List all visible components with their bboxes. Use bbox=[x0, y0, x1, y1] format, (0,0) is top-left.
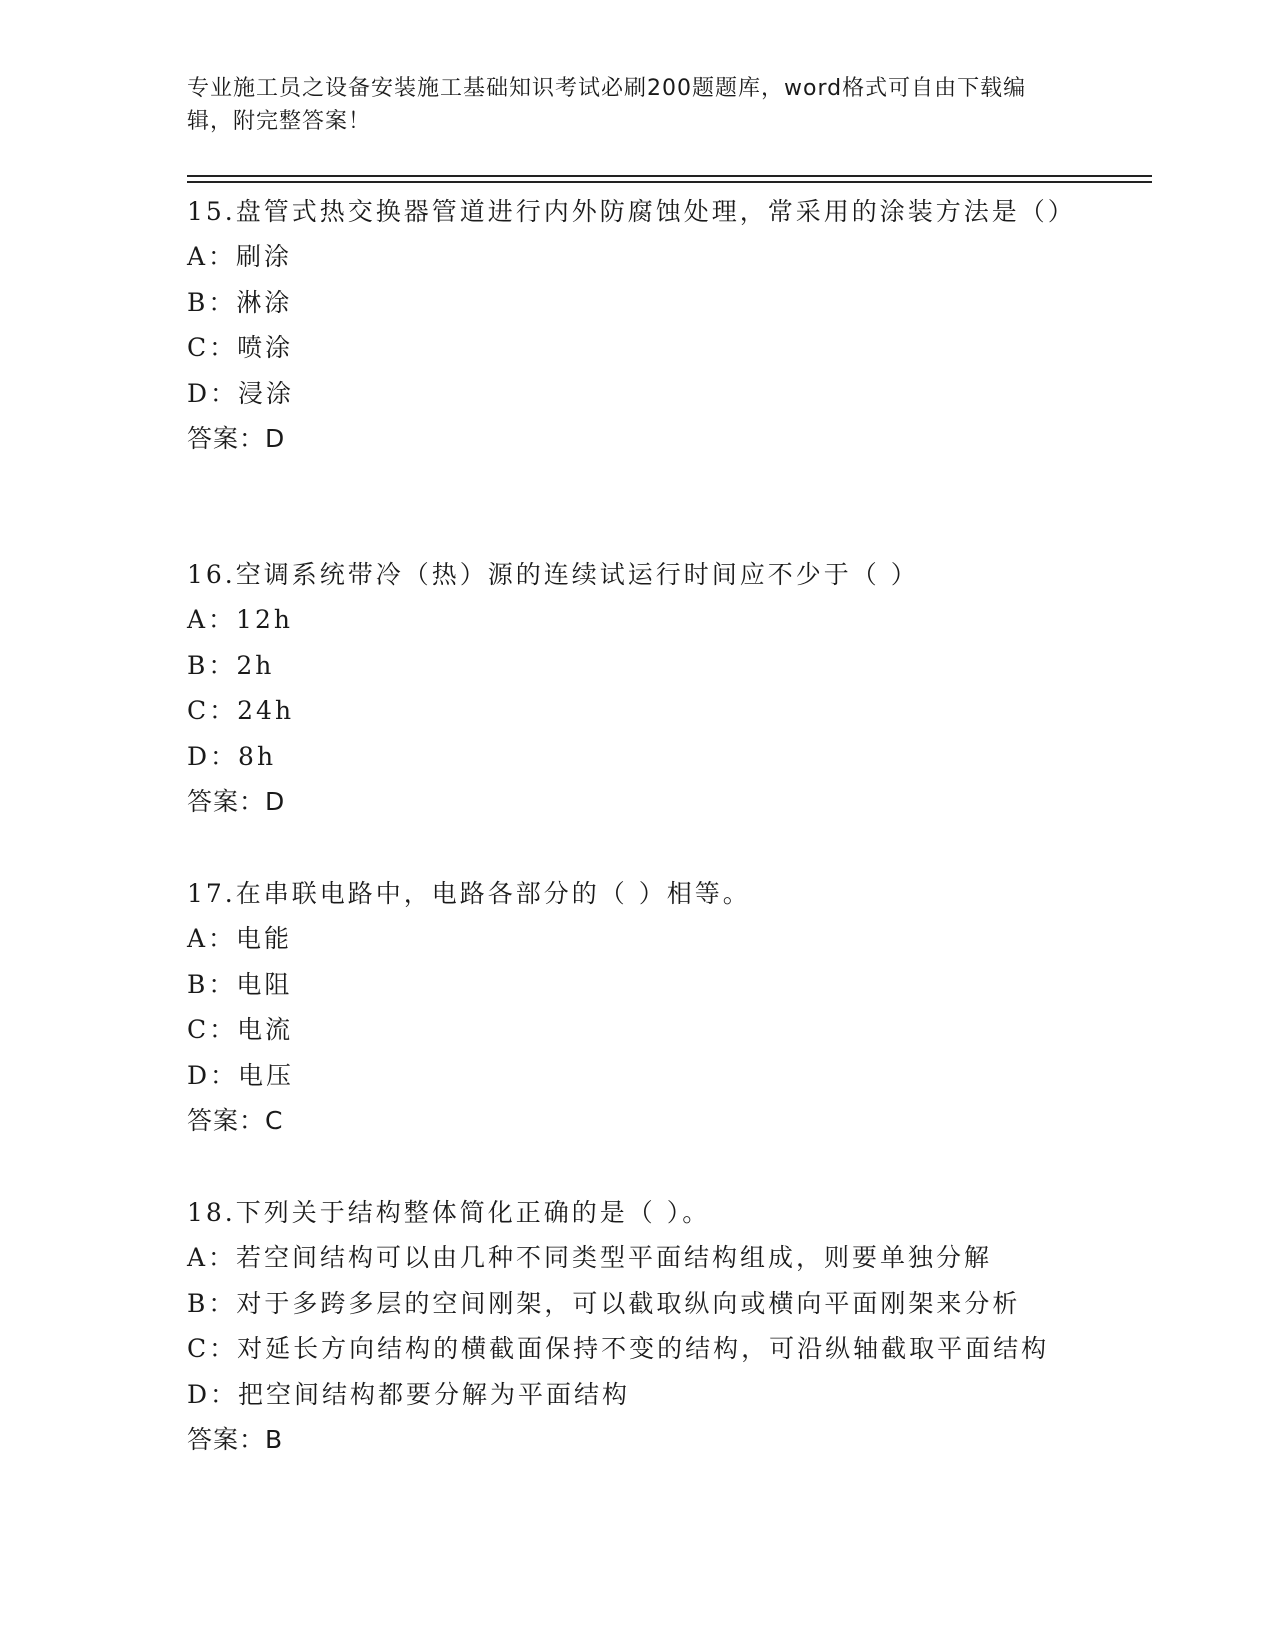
option-a: A：12h bbox=[187, 605, 293, 634]
option-a: A：刷涂 bbox=[187, 242, 293, 271]
option-d: D：电压 bbox=[187, 1060, 295, 1090]
option-d: D：浸涂 bbox=[187, 378, 295, 408]
answer-label: 答案：D bbox=[187, 787, 286, 816]
question-stem: 16.空调系统带冷（热）源的连续试运行时间应不少于（ ） bbox=[187, 560, 919, 589]
header-divider-bottom bbox=[187, 181, 1152, 183]
question-stem: 17.在串联电路中，电路各部分的（ ）相等。 bbox=[187, 879, 751, 908]
question-16 bbox=[187, 553, 1087, 824]
option-b: B：对于多跨多层的空间刚架，可以截取纵向或横向平面刚架来分析 bbox=[187, 1288, 1021, 1318]
option-d: D：把空间结构都要分解为平面结构 bbox=[187, 1379, 631, 1409]
option-a: A：若空间结构可以由几种不同类型平面结构组成，则要单独分解 bbox=[187, 1243, 993, 1272]
header-divider-top bbox=[187, 175, 1152, 177]
option-a: A：电能 bbox=[187, 924, 293, 953]
question-15 bbox=[187, 190, 1087, 461]
question-17 bbox=[187, 872, 1087, 1143]
answer-label: 答案：D bbox=[187, 424, 286, 453]
question-stem: 18.下列关于结构整体简化正确的是（ ）。 bbox=[187, 1198, 711, 1227]
answer-label: 答案：B bbox=[187, 1425, 284, 1454]
option-b: B：淋涂 bbox=[187, 287, 293, 317]
option-d: D：8h bbox=[187, 741, 277, 771]
question-stem: 15.盘管式热交换器管道进行内外防腐蚀处理，常采用的涂装方法是（） bbox=[187, 197, 1076, 226]
option-b: B：电阻 bbox=[187, 969, 293, 999]
question-18 bbox=[187, 1191, 1087, 1462]
option-c: C：电流 bbox=[187, 1015, 294, 1044]
option-c: C：24h bbox=[187, 696, 295, 725]
option-b: B：2h bbox=[187, 650, 275, 680]
answer-label: 答案：C bbox=[187, 1106, 284, 1135]
option-c: C：喷涂 bbox=[187, 333, 294, 362]
option-c: C：对延长方向结构的横截面保持不变的结构，可沿纵轴截取平面结构 bbox=[187, 1334, 1050, 1363]
document-header: 专业施工员之设备安装施工基础知识考试必刷200题题库，word格式可自由下载编辑，附完整答案！ bbox=[187, 76, 1027, 134]
